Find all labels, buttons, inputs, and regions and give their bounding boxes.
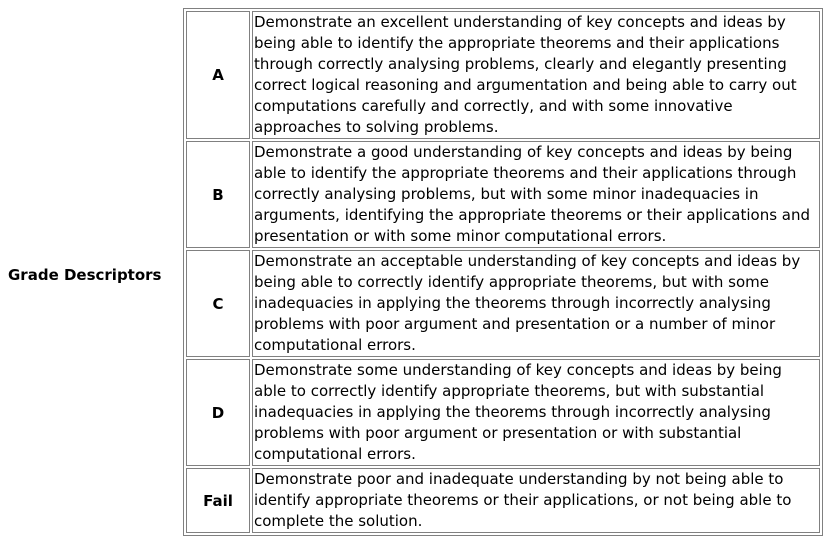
grade-label: D: [186, 359, 250, 466]
grade-descriptors-table: [183, 8, 823, 536]
grade-description: Demonstrate an excellent understanding of key concepts and ideas by being able to identify the appropriate theorems and their applications through correctly analysing problems, clearly and elegantly presenting correct logical reasoning and argumentation and being able to carry out computations carefully and correctly, and with some innovative approaches to solving problems.: [252, 11, 820, 139]
grade-descriptors-heading: Grade Descriptors: [8, 266, 162, 284]
grade-label: B: [186, 141, 250, 248]
table-row: [186, 359, 820, 466]
grade-label: A: [186, 11, 250, 139]
table-row: [186, 11, 820, 139]
table-row: [186, 250, 820, 357]
table-row: [186, 468, 820, 533]
table-row: [186, 141, 820, 248]
grade-description: Demonstrate a good understanding of key concepts and ideas by being able to identify the appropriate theorems and their applications through correctly analysing problems, but with some minor inadequacies in arguments, identifying the appropriate theorems or their applications and presentation or with some minor computational errors.: [252, 141, 820, 248]
grade-label: Fail: [186, 468, 250, 533]
grade-description: Demonstrate poor and inadequate understanding by not being able to identify appropriate theorems or their applications, or not being able to complete the solution.: [252, 468, 820, 533]
grade-description: Demonstrate an acceptable understanding of key concepts and ideas by being able to correctly identify appropriate theorems, but with some inadequacies in applying the theorems through incorrectly analysing problems with poor argument and presentation or a number of minor computational errors.: [252, 250, 820, 357]
grade-label: C: [186, 250, 250, 357]
grade-description: Demonstrate some understanding of key concepts and ideas by being able to correctly identify appropriate theorems, but with substantial inadequacies in applying the theorems through incorrectly analysing problems with poor argument or presentation or with substantial computational errors.: [252, 359, 820, 466]
